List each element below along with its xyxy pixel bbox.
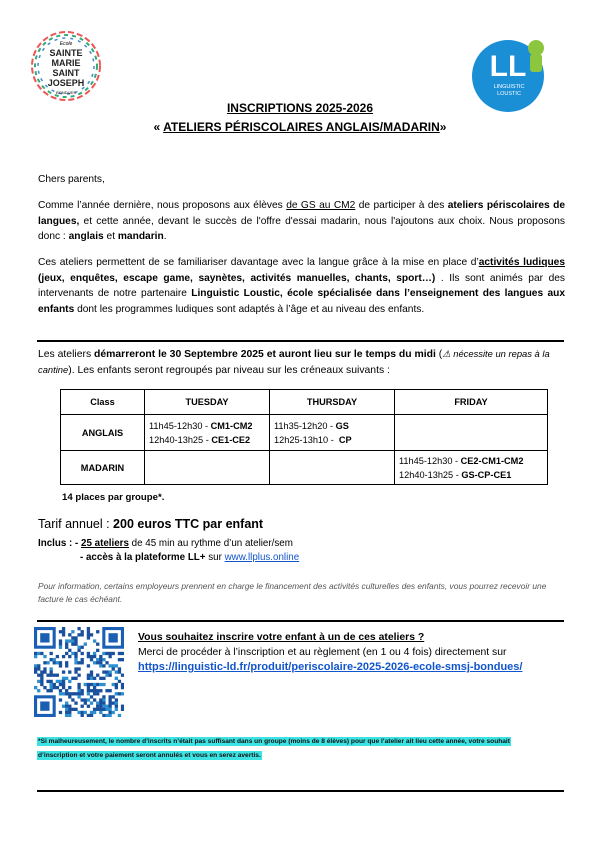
cell-tuesday — [145, 451, 270, 485]
cell-friday — [395, 415, 548, 451]
schedule-table — [60, 389, 548, 485]
divider — [37, 340, 564, 342]
header-tuesday: TUESDAY — [145, 390, 270, 415]
qr-code — [34, 627, 124, 717]
cancellation-warning: *Si malheureusement, le nombre d’inscrits n’était pas suffisant dans un groupe (moins de 8 élèves) pour que l’atelier ait lieu cette année, votre souhait d’inscription et votre paiement seront annulés et vous en serez avertis. — [38, 738, 510, 759]
header-friday: FRIDAY — [395, 390, 548, 415]
table-header-row — [61, 390, 548, 415]
cell-tuesday: 11h45-12h30 - CM1-CM2 12h40-13h25 - CE1-CE2 — [145, 415, 270, 451]
paragraph-1: Comme l’année dernière, nous proposons aux élèves de GS au CM2 de participer à des ateliers périscolaires de langues, et cette année, devant le succès de l'offre d'essai madarin, nous l'ajoutons aux choix. Nous proposons donc : anglais et mandarin. — [38, 200, 565, 242]
divider — [37, 790, 564, 792]
registration-link[interactable]: https://linguistic-ld.fr/produit/periscolaire-2025-2026-ecole-smsj-bondues/ — [138, 661, 523, 673]
divider — [37, 620, 564, 622]
row-label: ANGLAIS — [61, 415, 145, 451]
schedule-intro: Les ateliers démarreront le 30 Septembre 2025 et auront lieu sur le temps du midi (⚠ nécessite un repas à la cantine). Les enfants seront regroupés par niveau sur les créneaux suivants : — [38, 348, 550, 376]
page-title: INSCRIPTIONS 2025-2026 — [226, 101, 374, 115]
cell-thursday: 11h35-12h20 - GS 12h25-13h10 - CP — [270, 415, 395, 451]
table-row — [61, 415, 548, 451]
greeting: Chers parents, — [38, 174, 105, 185]
llplus-link[interactable]: www.llplus.online — [224, 552, 300, 563]
qr-code-graphic — [34, 627, 124, 717]
cell-thursday — [270, 451, 395, 485]
header-thursday: THURSDAY — [270, 390, 395, 415]
header-class: Class — [61, 390, 145, 415]
paragraph-2: Ces ateliers permettent de se familiariser davantage avec la langue grâce à la mise en place d’activités ludiques (jeux, enquêtes, escape game, saynètes, activités manuelles, chants, sport…) . Ils sont animés par des intervenants de notre partenaire Linguistic Loustic, école spécialisée dans l’enseignement des langues aux enfants dont les programmes ludiques sont adaptés à l’âge et au niveau des enfants. — [38, 257, 566, 315]
table-row — [61, 451, 548, 485]
page-subtitle: « ATELIERS PÉRISCOLAIRES ANGLAIS/MADARIN» — [153, 120, 447, 134]
linguistic-loustic-logo: LL LINGUISTIC LOUSTIC — [470, 32, 556, 118]
annual-price: Tarif annuel : 200 euros TTC par enfant — [38, 517, 264, 531]
places-per-group: 14 places par groupe*. — [62, 492, 165, 503]
row-label: MADARIN — [61, 451, 145, 485]
cell-friday: 11h45-12h30 - CE2-CM1-CM2 12h40-13h25 - GS-CP-CE1 — [395, 451, 548, 485]
school-logo: Ecole SAINTE MARIE SAINT JOSEPH BONDUES — [30, 30, 102, 102]
employer-note: Pour information, certains employeurs prennent en charge le financement des activités culturelles des enfants, vous pourrez recevoir une facture le cas échéant. — [38, 581, 547, 604]
included-list: Inclus : - 25 ateliers de 45 min au rythme d’un atelier/sem - accès à la plateforme LL+ sur www.llplus.online — [38, 538, 300, 563]
registration-cta: Vous souhaitez inscrire votre enfant à un de ces ateliers ? Merci de procéder à l’inscription et au règlement (en 1 ou 4 fois) directement sur https://linguistic-ld.fr/produit/periscolaire-2025-2026-ecole-smsj-bondues/ — [138, 632, 523, 673]
